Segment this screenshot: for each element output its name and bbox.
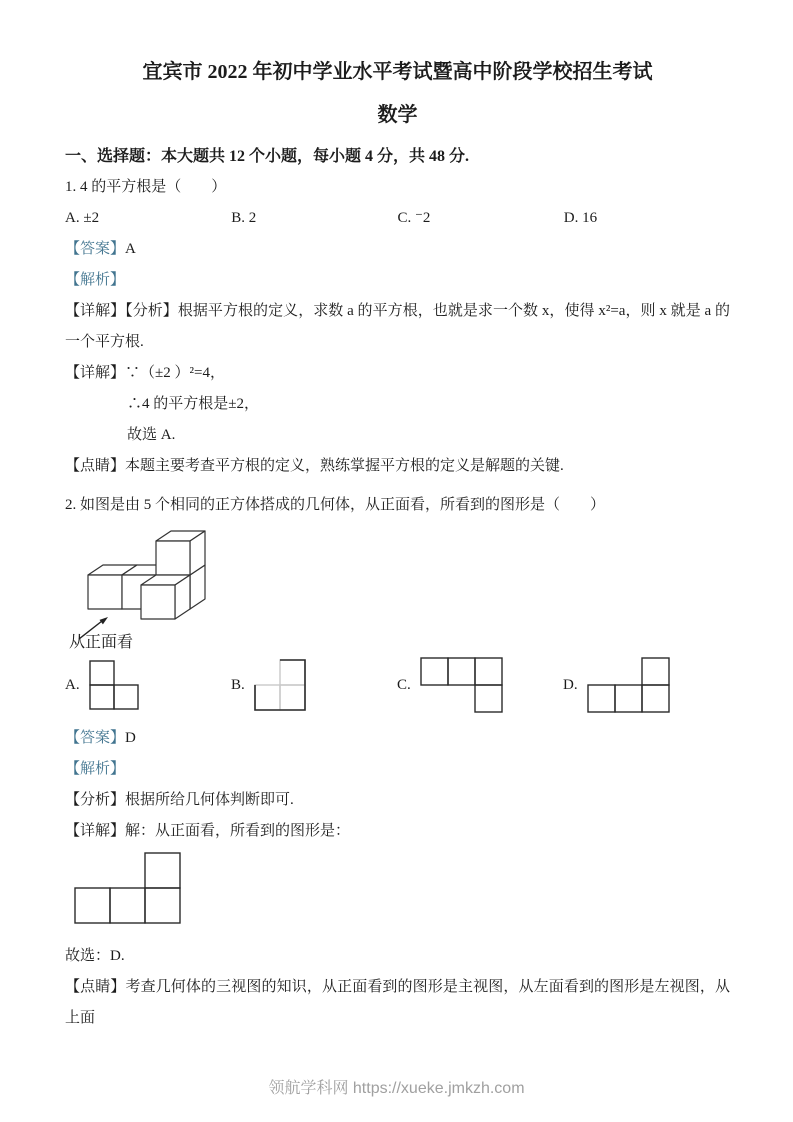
q2-options	[65, 653, 730, 717]
q1-detail-2: 【详解】∵（±2 ）²=4，	[65, 365, 225, 381]
q1-stem: 1. 4 的平方根是（ ）	[65, 179, 227, 195]
q1-answer-line	[65, 234, 730, 265]
q2-answer-line	[65, 723, 730, 754]
q2-option-a	[65, 659, 231, 711]
q2-option-c	[397, 656, 563, 714]
q2-option-b-figure	[253, 658, 307, 712]
q1-option-c: C. ⁻2	[397, 210, 431, 226]
cube-stack-drawing	[67, 523, 217, 649]
doc-title: 宜宾市 2022 年初中学业水平考试暨高中阶段学校招生考试	[142, 61, 653, 83]
q2-conclusion: 故选：D.	[65, 948, 125, 964]
q2-analysis: 【分析】根据所给几何体判断即可.	[65, 792, 294, 808]
q2-stem: 2. 如图是由 5 个相同的正方体搭成的几何体，从正面看，所看到的图形是（ ）	[65, 497, 606, 513]
section-header: 一、选择题：本大题共 12 个小题，每小题 4 分，共 48 分.	[65, 148, 470, 165]
q2-option-b-label: B.	[231, 676, 245, 693]
q2-option-c-figure	[419, 656, 504, 714]
cube-face	[156, 541, 190, 575]
q2-option-c-label: C.	[397, 676, 411, 693]
q2-option-b	[231, 658, 397, 712]
figure-caption: 从正面看	[69, 634, 134, 649]
cube-face	[88, 575, 122, 609]
q1-option-d: D. 16	[563, 210, 598, 226]
q2-detail: 【详解】解：从正面看，所看到的图形是：	[65, 823, 351, 839]
q2-geometry-figure	[67, 523, 730, 649]
q1-answer-label: 【答案】	[65, 241, 126, 257]
q1-detail-analysis: 【详解】【分析】根据平方根的定义，求数 a 的平方根，也就是求一个数 x，使得 x²=a，则 x 就是 a 的一个平方根.	[65, 303, 730, 350]
doc-subtitle: 数学	[377, 104, 418, 126]
q1-option-a: A. ±2	[65, 210, 100, 226]
q2-option-a-label: A.	[65, 676, 80, 693]
q1-conclusion-1: ∴4 的平方根是±2，	[127, 396, 259, 412]
q2-option-a-figure	[88, 659, 140, 711]
q2-answer-value: D	[125, 730, 136, 746]
q1-conclusion-2: 故选 A.	[127, 427, 176, 443]
watermark-footer: 领航学科网 https://xueke.jmkzh.com	[268, 1080, 525, 1097]
q1-answer-value: A	[125, 241, 136, 257]
q2-option-d-figure	[586, 656, 671, 714]
q2-analysis-label: 【解析】	[65, 761, 126, 777]
q2-option-d	[563, 656, 729, 714]
q2-front-view-figure	[73, 851, 730, 925]
q2-answer-label: 【答案】	[65, 730, 126, 746]
q1-option-b: B. 2	[231, 210, 257, 226]
q2-note: 【点睛】考查几何体的三视图的知识，从正面看到的图形是主视图，从左面看到的图形是左视图，从上面	[65, 979, 730, 1026]
q1-options	[65, 203, 730, 234]
q1-note: 【点睛】本题主要考查平方根的定义，熟练掌握平方根的定义是解题的关键.	[65, 458, 564, 474]
q1-analysis-label: 【解析】	[65, 272, 126, 288]
q2-option-d-label: D.	[563, 676, 578, 693]
cube-face	[141, 585, 175, 619]
